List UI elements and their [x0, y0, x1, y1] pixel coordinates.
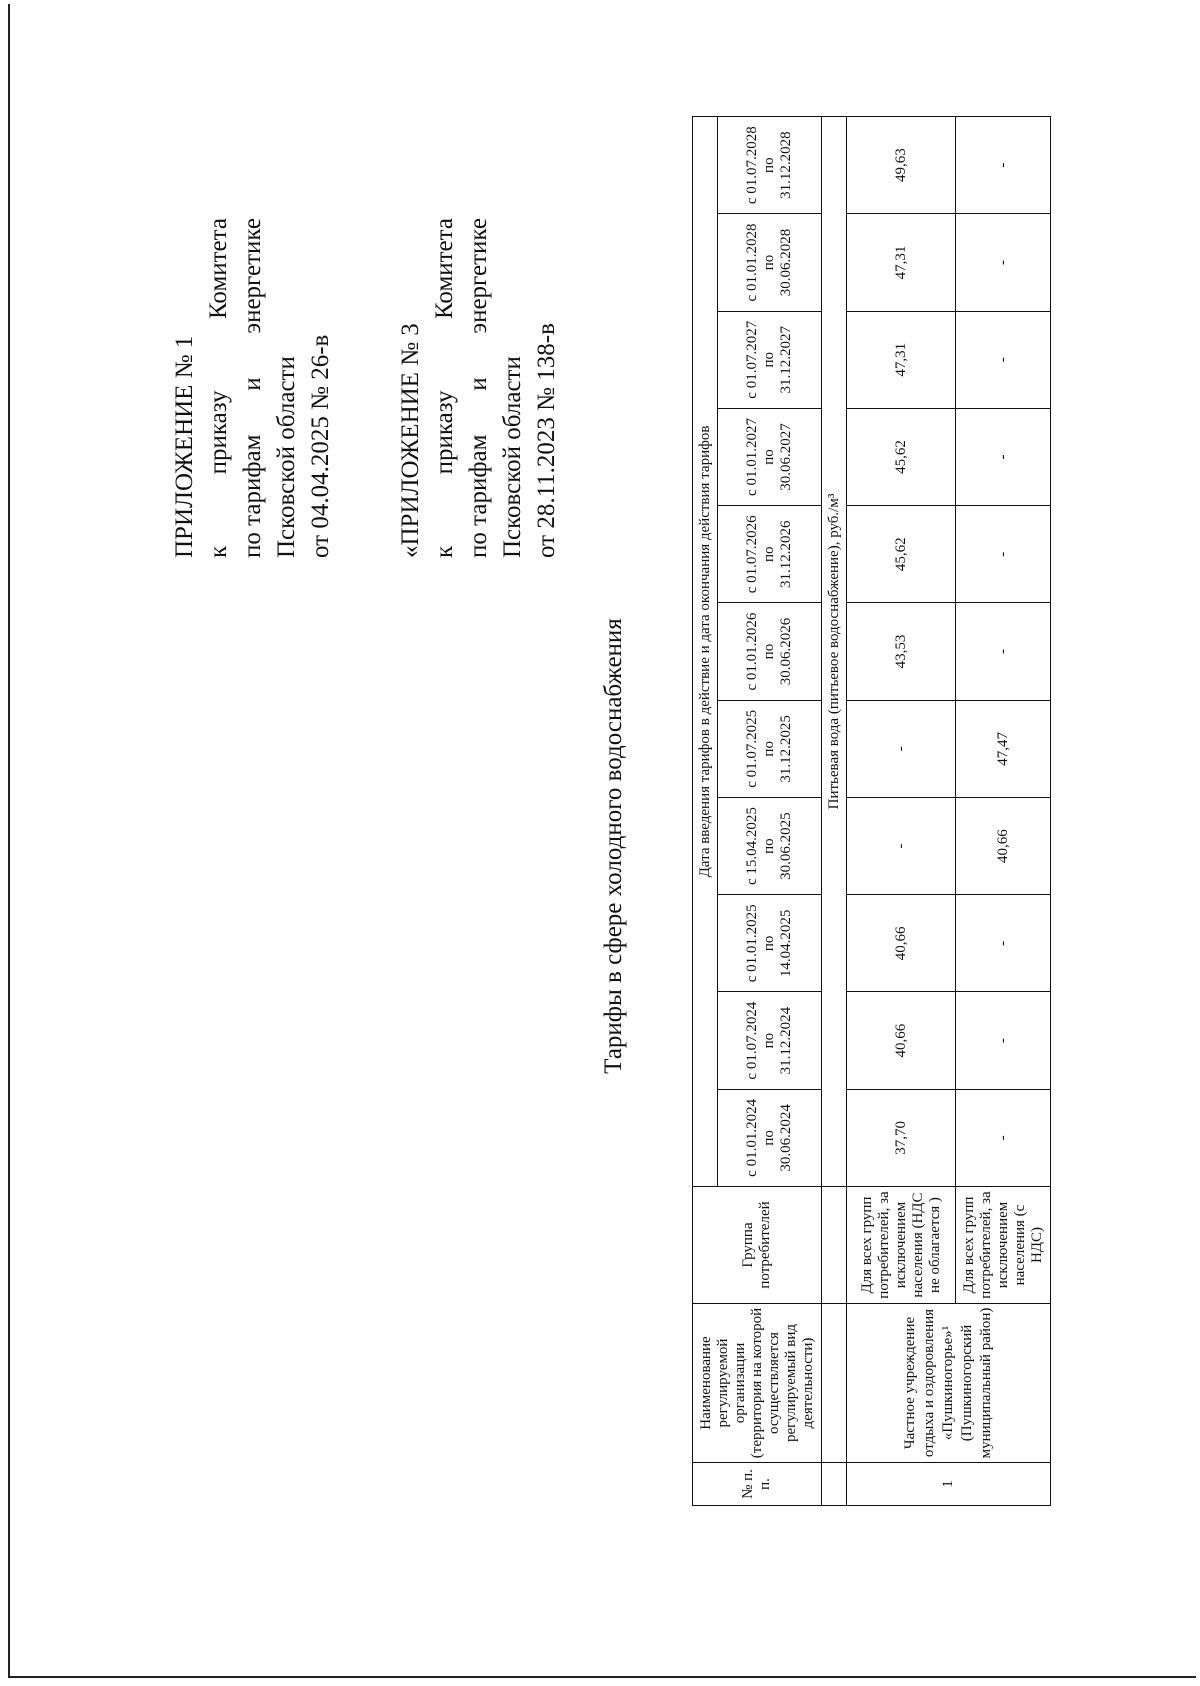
period-cell: с 01.01.2025 по 14.04.2025	[718, 895, 822, 992]
section-spacer	[822, 1463, 847, 1506]
period-cell: с 01.01.2027 по 30.06.2027	[718, 408, 822, 505]
appendix-1-line-5: от 04.04.2025 № 26-в	[307, 334, 334, 558]
appendix-3-line-5: от 28.11.2023 № 138-в	[533, 323, 560, 558]
appendix-3-line-3: по тарифам и энергетике	[465, 218, 492, 558]
appendix-3-line-1: «ПРИЛОЖЕНИЕ № 3	[397, 323, 424, 558]
section-row	[822, 117, 847, 1506]
tariff-value: -	[956, 214, 1051, 311]
table-row	[847, 117, 956, 1506]
tariff-value: 43,53	[847, 603, 956, 700]
tariff-value: -	[956, 1089, 1051, 1186]
row-group-name: Для всех групп потребителей, за исключением населения (НДС не облагается )	[847, 1187, 956, 1304]
tariff-value: -	[847, 797, 956, 894]
section-caption: Питьевая вода (питьевое водоснабжение), руб./м³	[822, 117, 847, 1187]
appendix-1-line-1: ПРИЛОЖЕНИЕ № 1	[171, 335, 198, 558]
period-cell: с 01.07.2025 по 31.12.2025	[718, 700, 822, 797]
section-spacer	[822, 1187, 847, 1304]
header-num: № п. п.	[693, 1463, 822, 1506]
period-cell: с 15.04.2025 по 30.06.2025	[718, 797, 822, 894]
period-cell: с 01.07.2027 по 31.12.2027	[718, 311, 822, 408]
tariff-value: 40,66	[956, 797, 1051, 894]
period-cell: с 01.01.2026 по 30.06.2026	[718, 603, 822, 700]
period-cell: с 01.07.2026 по 31.12.2026	[718, 506, 822, 603]
tariff-value: 47,47	[956, 700, 1051, 797]
tariff-value: 47,31	[847, 214, 956, 311]
tariff-value: 49,63	[847, 117, 956, 214]
table-header-row	[693, 117, 718, 1506]
tariff-value: -	[956, 311, 1051, 408]
document-title: Тарифы в сфере холодного водоснабжения	[600, 618, 627, 1074]
tariff-value: -	[956, 506, 1051, 603]
appendix-1-block	[168, 218, 338, 558]
tariff-value: 45,62	[847, 408, 956, 505]
tariff-value: -	[956, 603, 1051, 700]
tariff-value: -	[956, 408, 1051, 505]
header-dates-caption: Дата введения тарифов в действие и дата окончания действия тарифов	[693, 117, 718, 1187]
row-group-name: Для всех групп потребителей, за исключением населения (с НДС)	[956, 1187, 1051, 1304]
tariff-value: -	[847, 700, 956, 797]
tariff-value: 45,62	[847, 506, 956, 603]
tariff-value: 37,70	[847, 1089, 956, 1186]
appendix-1-line-4: Псковской области	[273, 356, 300, 558]
appendix-3-block	[394, 218, 564, 558]
period-cell: с 01.07.2024 по 31.12.2024	[718, 992, 822, 1089]
row-num: 1	[847, 1463, 1051, 1506]
tariff-value: -	[956, 992, 1051, 1089]
appendix-3-line-4: Псковской области	[499, 356, 526, 558]
appendix-1-line-2: к приказу Комитета	[205, 218, 232, 558]
period-cell: с 01.01.2024 по 30.06.2024	[718, 1089, 822, 1186]
row-org-name: Частное учреждение отдыха и оздоровления «Пушкиногорье»¹ (Пушкиногорский муниципальный район)	[847, 1304, 1051, 1463]
tariff-value: 40,66	[847, 992, 956, 1089]
section-spacer	[822, 1304, 847, 1463]
tariff-value: 40,66	[847, 895, 956, 992]
tariff-value: 47,31	[847, 311, 956, 408]
period-cell: с 01.01.2028 по 30.06.2028	[718, 214, 822, 311]
tariff-value: -	[956, 895, 1051, 992]
period-cell: с 01.07.2028 по 31.12.2028	[718, 117, 822, 214]
header-group: Группа потребителей	[693, 1187, 822, 1304]
header-org: Наименование регулируемой организации (территория на которой осуществляется регулируемый вид деятельности)	[693, 1304, 822, 1463]
appendix-3-line-2: к приказу Комитета	[431, 218, 458, 558]
table-row	[956, 117, 1051, 1506]
tariff-table	[692, 116, 1051, 1506]
tariff-value: -	[956, 117, 1051, 214]
appendix-1-line-3: по тарифам и энергетике	[239, 218, 266, 558]
